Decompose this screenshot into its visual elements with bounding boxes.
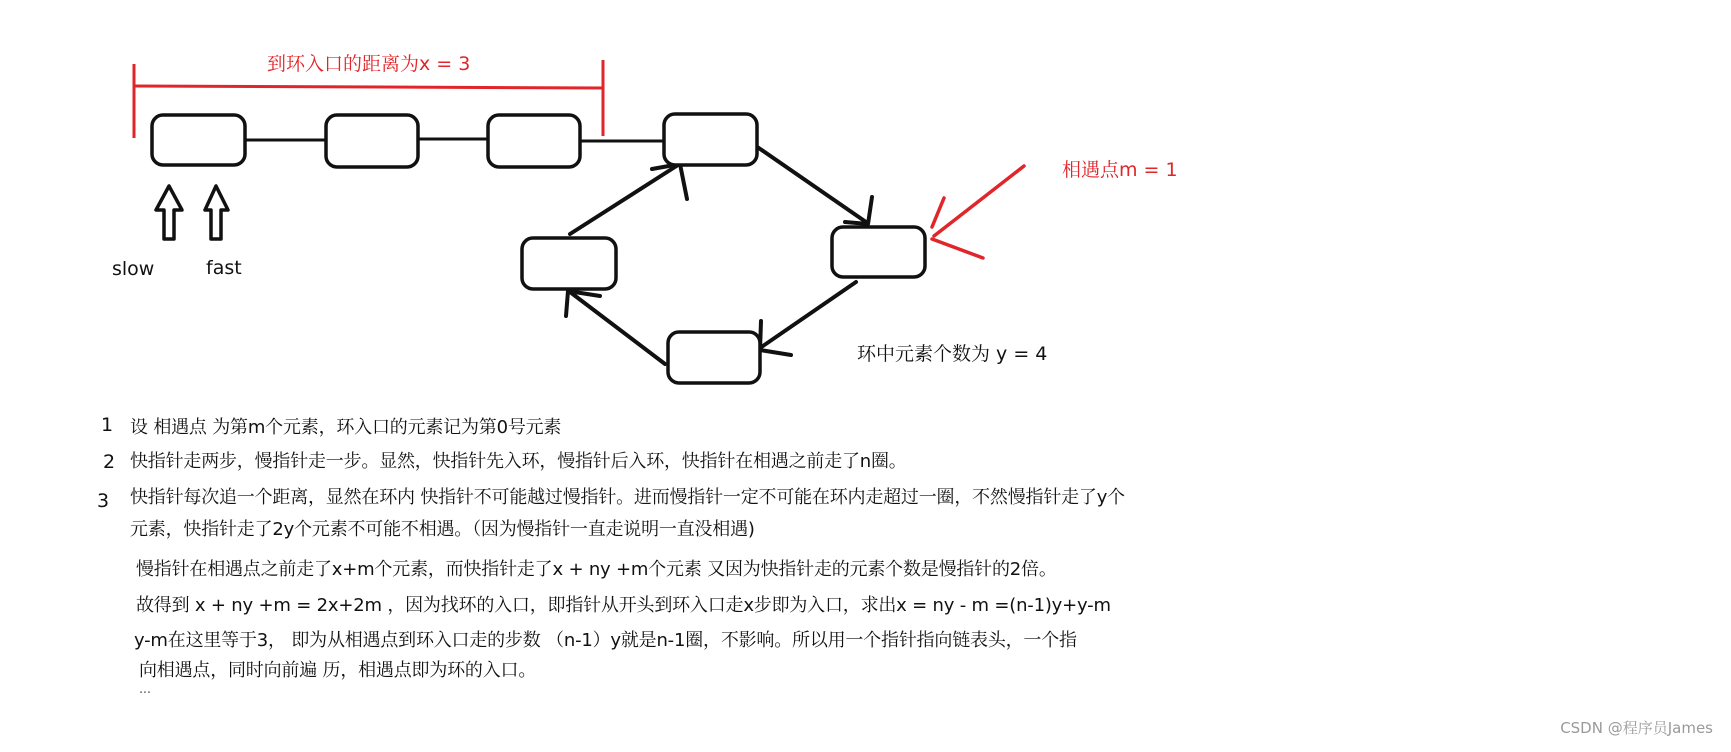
note-line-ellipsis: ... xyxy=(139,682,151,697)
note-number-3: 3 xyxy=(97,490,110,512)
note-line-5: 慢指针在相遇点之前走了x+m个元素，而快指针走了x + ny +m个元素 又因为快指针走的元素个数是慢指针的2倍。 xyxy=(136,559,1057,580)
distance-label: 到环入口的距离为x = 3 xyxy=(267,53,471,75)
fast-label: fast xyxy=(206,257,242,279)
meet-point-label: 相遇点m = 1 xyxy=(1062,159,1178,181)
note-line-3: 快指针每次追一个距离，显然在环内 快指针不可能越过慢指针。进而慢指针一定不可能在环内走超过一圈，不然慢指针走了y个 xyxy=(130,487,1125,508)
note-line-1: 设 相遇点 为第m个元素，环入口的元素记为第0号元素 xyxy=(130,417,562,438)
note-number-2: 2 xyxy=(103,451,116,473)
csdn-watermark: CSDN @程序员James xyxy=(1560,719,1713,737)
note-line-7: y-m在这里等于3， 即为从相遇点到环入口走的步数 （n-1）y就是n-1圈，不影响。所以用一个指针指向链表头，一个指 xyxy=(134,630,1077,651)
ring-count-label: 环中元素个数为 y = 4 xyxy=(857,343,1048,365)
note-line-6: 故得到 x + ny +m = 2x+2m ，因为找环的入口，即指针从开头到环入口走x步即为入口，求出x = ny - m =(n-1)y+y-m xyxy=(136,595,1111,616)
note-line-2: 快指针走两步，慢指针走一步。显然，快指针先入环，慢指针后入环，快指针在相遇之前走了n圈。 xyxy=(130,451,907,472)
note-line-4: 元素，快指针走了2y个元素不可能不相遇。（因为慢指针一直走说明一直没相遇) xyxy=(130,519,755,540)
slow-label: slow xyxy=(112,258,155,280)
note-number-1: 1 xyxy=(101,414,114,436)
note-line-8: 向相遇点，同时向前遍 历，相遇点即为环的入口。 xyxy=(139,660,537,681)
